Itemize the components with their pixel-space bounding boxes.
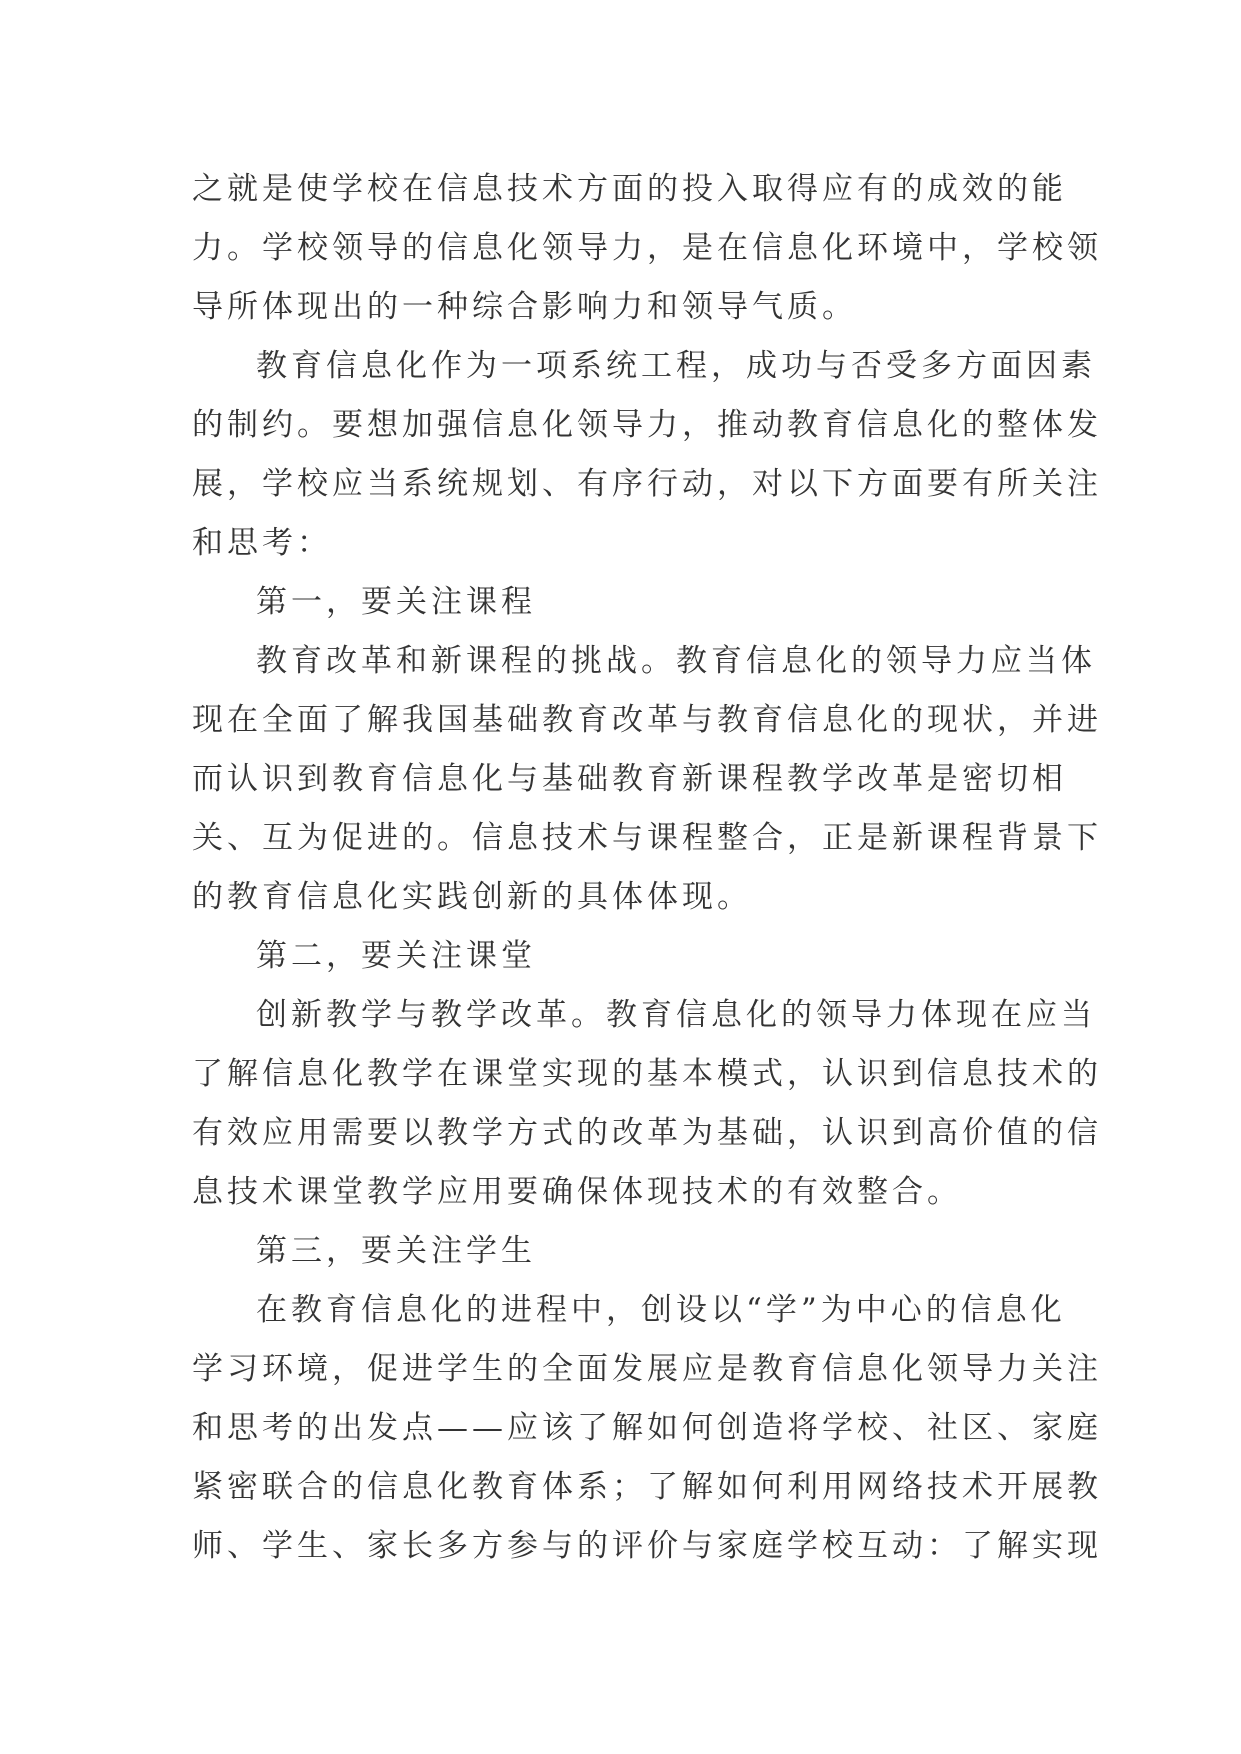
paragraph-first-line: 第一，要关注课程 [256,584,536,620]
paragraph-first-line: 在 教 育 信 息 化 的 进 程 中 ， 创 设 以 “ 学 ” 为 中 心 的 信 息 化 [256,1292,1066,1328]
paragraph-line: 现 在 全 面 了 解 我 国 基 础 教 育 改 革 与 教 育 信 息 化 的 现 状 ， 并 进 [192,702,1102,738]
paragraph-line: 的教育信息化实践创新的具体体现。 [192,879,752,915]
paragraph-line: 力 。 学 校 领 导 的 信 息 化 领 导 力 ， 是 在 信 息 化 环 境 中 ， 学 校 领 [192,230,1102,266]
paragraph-first-line: 第二，要关注课堂 [256,938,536,974]
paragraph-line: 和 思 考 的 出 发 点 — — 应 该 了 解 如 何 创 造 将 学 校 、 社 区 、 家 庭 [192,1410,1102,1446]
paragraph-line: 导所体现出的一种综合影响力和领导气质。 [192,289,857,325]
paragraph-line: 展 ， 学 校 应 当 系 统 规 划 、 有 序 行 动 ， 对 以 下 方 面 要 有 所 关 注 [192,466,1102,502]
paragraph-line: 而 认 识 到 教 育 信 息 化 与 基 础 教 育 新 课 程 教 学 改 革 是 密 切 相 [192,761,1067,797]
paragraph-line: 紧 密 联 合 的 信 息 化 教 育 体 系 ； 了 解 如 何 利 用 网 络 技 术 开 展 教 [192,1469,1102,1505]
paragraph-line: 有 效 应 用 需 要 以 教 学 方 式 的 改 革 为 基 础 ， 认 识 到 高 价 值 的 信 [192,1115,1102,1151]
paragraph-line: 关 、 互 为 促 进 的 。 信 息 技 术 与 课 程 整 合 ， 正 是 新 课 程 背 景 下 [192,820,1102,856]
paragraph-line: 了 解 信 息 化 教 学 在 课 堂 实 现 的 基 本 模 式 ， 认 识 到 信 息 技 术 的 [192,1056,1102,1092]
paragraph-first-line: 教 育 信 息 化 作 为 一 项 系 统 工 程 ， 成 功 与 否 受 多 方 面 因 素 [256,348,1096,384]
paragraph-line: 之 就 是 使 学 校 在 信 息 技 术 方 面 的 投 入 取 得 应 有 的 成 效 的 能 [192,171,1067,207]
paragraph-line: 学 习 环 境 ， 促 进 学 生 的 全 面 发 展 应 是 教 育 信 息 化 领 导 力 关 注 [192,1351,1102,1387]
paragraph-first-line: 第三，要关注学生 [256,1233,536,1269]
paragraph-line: 的 制 约 。 要 想 加 强 信 息 化 领 导 力 ， 推 动 教 育 信 息 化 的 整 体 发 [192,407,1102,443]
paragraph-line: 和思考： [192,525,332,561]
paragraph-first-line: 创 新 教 学 与 教 学 改 革 。 教 育 信 息 化 的 领 导 力 体 现 在 应 当 [256,997,1096,1033]
document-body [192,160,1102,1576]
paragraph-first-line: 教 育 改 革 和 新 课 程 的 挑 战 。 教 育 信 息 化 的 领 导 力 应 当 体 [256,643,1096,679]
paragraph-line: 师 、 学 生 、 家 长 多 方 参 与 的 评 价 与 家 庭 学 校 互 动 ： 了 解 实 现 [192,1528,1102,1564]
paragraph-line: 息技术课堂教学应用要确保体现技术的有效整合。 [192,1174,962,1210]
